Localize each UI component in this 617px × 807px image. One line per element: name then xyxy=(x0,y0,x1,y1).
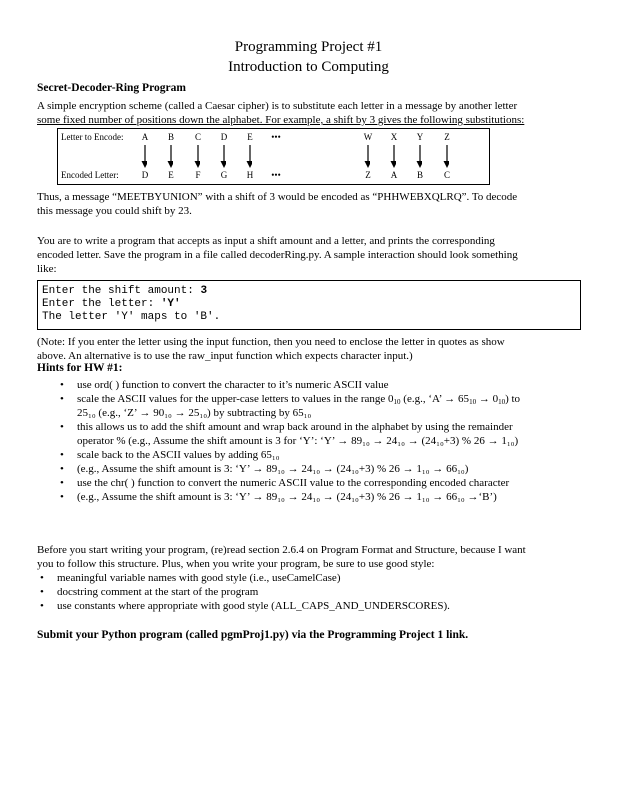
sample-prompt-2: Enter the letter: xyxy=(42,298,161,310)
style-line-1: Before you start writing your program, (re)read section 2.6.4 on Program Format and Structure, because I want xyxy=(37,544,526,556)
encoded-letter: H xyxy=(246,170,254,180)
encoded-letter: B xyxy=(416,170,423,180)
hint-text: use ord( ) function to convert the character to it’s numeric ASCII value xyxy=(77,379,389,391)
down-arrow-icon xyxy=(364,145,370,169)
encoded-letter: ••• xyxy=(271,170,281,180)
bullet-icon: • xyxy=(60,463,64,475)
style-bullet xyxy=(40,585,580,599)
encoded-letter: D xyxy=(141,170,149,180)
hints-heading: Hints for HW #1: xyxy=(37,362,123,374)
down-arrow-icon xyxy=(167,145,173,169)
encoded-letter: E xyxy=(168,170,174,180)
task-line-1: You are to write a program that accepts as input a shift amount and a letter, and prints the corresponding xyxy=(37,235,495,247)
encode-letter: X xyxy=(390,132,398,142)
hint-text: scale back to the ASCII values by adding 65₁₀ xyxy=(77,449,280,461)
encode-letter: A xyxy=(141,132,149,142)
down-arrow-icon xyxy=(220,145,226,169)
hint-text: (e.g., Assume the shift amount is 3: ‘Y’ → 89₁₀ → 24₁₀ → (24₁₀+3) % 26 → 1₁₀ → 66₁₀ →‘B’) xyxy=(77,491,497,503)
encode-letter: B xyxy=(167,132,174,142)
hint-text: use the chr( ) function to convert the numeric ASCII value to the corresponding encoded character xyxy=(77,477,510,489)
bullet-icon: • xyxy=(60,449,64,461)
encoded-letter: Z xyxy=(365,170,371,180)
sample-line-3: The letter 'Y' maps to 'B'. xyxy=(42,311,221,323)
section-heading: Secret-Decoder-Ring Program xyxy=(37,82,186,94)
encode-letter: Y xyxy=(416,132,424,142)
bullet-icon: • xyxy=(60,393,64,405)
page-title: Programming Project #1 xyxy=(234,39,383,55)
intro-line-1: A simple encryption scheme (called a Caesar cipher) is to substitute each letter in a message by another letter xyxy=(37,100,518,112)
style-bullet xyxy=(40,571,580,585)
style-bullet-text: meaningful variable names with good style (i.e., useCamelCase) xyxy=(57,572,341,584)
note-line-1: (Note: If you enter the letter using the input function, then you need to enclose the letter in quotes as show xyxy=(37,336,505,348)
bullet-icon: • xyxy=(40,586,44,598)
hint-item xyxy=(60,420,590,448)
hint-item xyxy=(60,476,590,490)
encoded-letter: F xyxy=(195,170,201,180)
page-subtitle: Introduction to Computing xyxy=(228,59,389,75)
submit-line: Submit your Python program (called pgmProj1.py) via the Programming Project 1 link. xyxy=(37,629,469,641)
down-arrow-icon xyxy=(194,145,200,169)
sample-line-2 xyxy=(42,298,181,312)
hint-text: operator % (e.g., Assume the shift amount is 3 for ‘Y’: ‘Y’ → 89₁₀ → 24₁₀ → (24₁₀+3) % 26 → 1₁₀) xyxy=(77,435,519,447)
sample-value-2: 'Y' xyxy=(160,298,181,310)
down-arrow-icon xyxy=(390,145,396,169)
encode-letter: E xyxy=(247,132,253,142)
style-line-2: you to follow this structure. Plus, when you write your program, be sure to use good style: xyxy=(37,558,435,570)
hint-item xyxy=(60,378,590,392)
style-bullet-text: docstring comment at the start of the program xyxy=(57,586,259,598)
down-arrow-icon xyxy=(141,145,147,169)
hint-item xyxy=(60,490,590,504)
encode-letter: C xyxy=(194,132,201,142)
thus-line-1: Thus, a message “MEETBYUNION” with a shift of 3 would be encoded as “PHHWEBXQLRQ”. To decode xyxy=(37,191,518,203)
hint-text: this allows us to add the shift amount and wrap back around in the alphabet by using the remainder xyxy=(77,421,513,433)
down-arrow-icon xyxy=(443,145,449,169)
hint-text: 25₁₀ (e.g., ‘Z’ → 90₁₀ → 25₁₀) by subtracting by 65₁₀ xyxy=(77,407,312,419)
bullet-icon: • xyxy=(60,477,64,489)
down-arrow-icon xyxy=(246,145,252,169)
encode-letter: Z xyxy=(444,132,450,142)
hint-text: scale the ASCII values for the upper-case letters to values in the range $0_{10}$ (e.g., ‘A’ → $65_{10} \to 0_{10}$) to xyxy=(77,393,521,406)
sample-line-1 xyxy=(42,285,207,299)
encoded-letter: A xyxy=(390,170,398,180)
hint-text: (e.g., Assume the shift amount is 3: ‘Y’ → 89₁₀ → 24₁₀ → (24₁₀+3) % 26 → 1₁₀ → 66₁₀) xyxy=(77,463,469,475)
bullet-icon: • xyxy=(60,421,64,433)
task-line-3: like: xyxy=(37,263,57,275)
encoded-letter: C xyxy=(443,170,450,180)
hint-item xyxy=(60,462,590,476)
style-bullet xyxy=(40,599,580,613)
style-bullet-text: use constants where appropriate with good style (ALL_CAPS_AND_UNDERSCORES). xyxy=(57,600,450,612)
sample-value-1: 3 xyxy=(200,285,208,297)
bullet-icon: • xyxy=(40,572,44,584)
bullet-icon: • xyxy=(60,379,64,391)
cipher-table xyxy=(57,128,490,185)
hint-item xyxy=(60,392,590,420)
sample-prompt-1: Enter the shift amount: xyxy=(42,285,201,297)
encode-label: Letter to Encode: xyxy=(61,132,124,142)
task-line-2: encoded letter. Save the program in a file called decoderRing.py. A sample interaction should look something xyxy=(37,249,518,261)
down-arrow-icon xyxy=(416,145,422,169)
encoded-label: Encoded Letter: xyxy=(61,170,119,180)
bullet-icon: • xyxy=(40,600,44,612)
bullet-icon: • xyxy=(60,491,64,503)
encode-letter: W xyxy=(363,132,373,142)
thus-line-2: this message you could shift by 23. xyxy=(37,205,192,217)
note-line-2: above. An alternative is to use the raw_input function which expects character input.) xyxy=(37,350,413,362)
encoded-letter: G xyxy=(220,170,228,180)
hint-item xyxy=(60,448,590,462)
intro-line-2: some fixed number of positions down the alphabet. For example, a shift by 3 gives the following substitutions: xyxy=(37,114,525,126)
encode-letter: D xyxy=(220,132,228,142)
encode-letter: ••• xyxy=(271,132,281,142)
sample-interaction-box xyxy=(37,280,581,330)
